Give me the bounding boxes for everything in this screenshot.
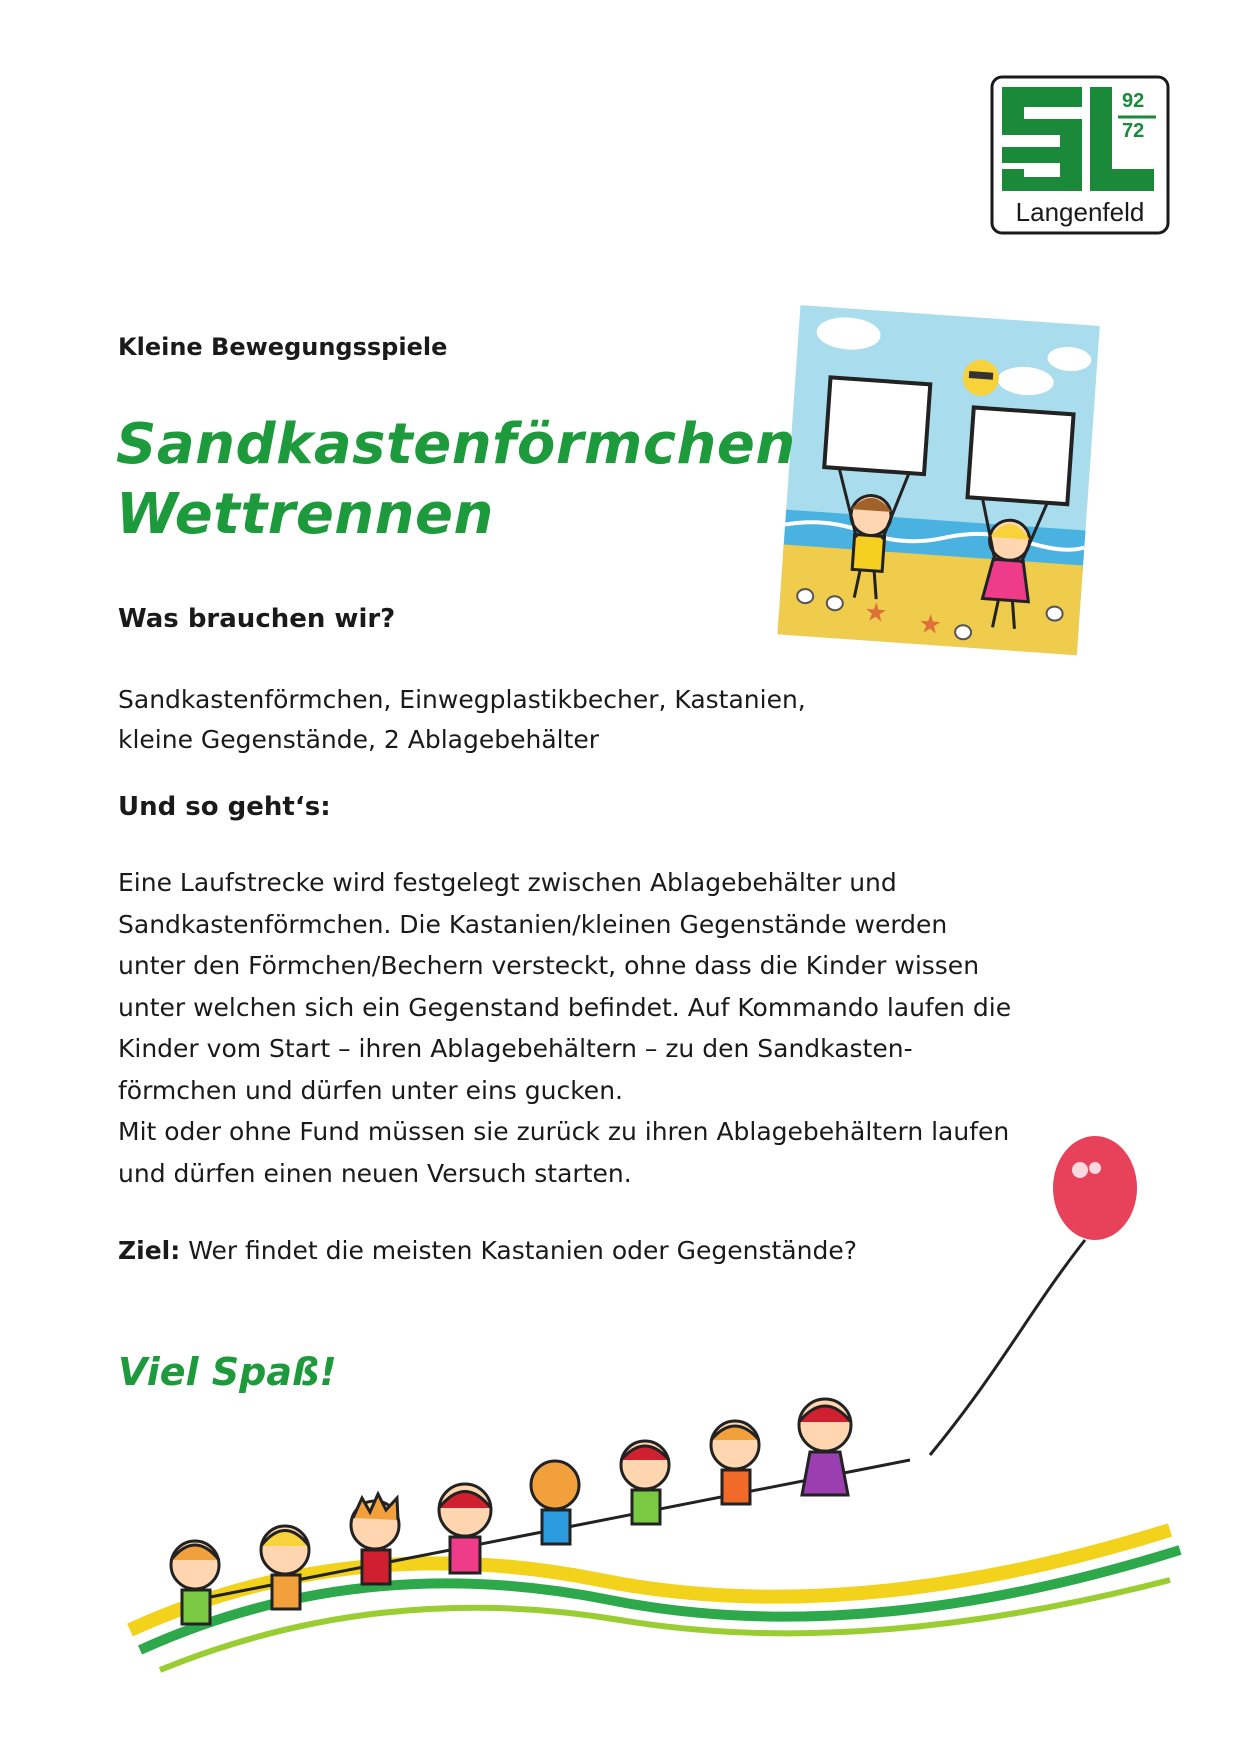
- club-logo: [990, 75, 1170, 235]
- svg-text:★: ★: [863, 597, 889, 629]
- svg-text:★: ★: [917, 609, 943, 641]
- needs-line-2: kleine Gegenstände, 2 Ablagebehälter: [118, 725, 600, 754]
- logo-number-bottom: 72: [1122, 120, 1145, 142]
- howto-paragraph-2: Mit oder ohne Fund müssen sie zurück zu ihren Ablagebehältern laufen und dürfen einen neuen Versuch starten.: [118, 1117, 1010, 1188]
- title-line-1: Sandkastenförmchen: [116, 412, 796, 477]
- logo-number-top: 92: [1122, 90, 1145, 112]
- closing-text: Viel Spaß!: [118, 1350, 337, 1394]
- logo-name: Langenfeld: [1015, 197, 1145, 227]
- beach-kids-illustration: [768, 305, 1104, 673]
- title-line-2: Wettrennen: [116, 482, 494, 547]
- needs-heading: Was brauchen wir?: [118, 604, 396, 634]
- howto-paragraph-1: Eine Laufstrecke wird festgelegt zwischen Ablagebehälter und Sandkastenförmchen. Die Kastanien/kleinen Gegenstände werden unter den Förmchen/Bechern versteckt, ohne dass die Kinder wissen unter welchen sich ein Gegenstand befindet. Auf Kommando laufen die Kinder vom Start – ihren Ablagebehältern – zu den Sandkasten-förmchen und dürfen unter eins gucken.: [118, 868, 1012, 1105]
- kicker: Kleine Bewegungsspiele: [118, 333, 448, 361]
- page-title: [116, 410, 796, 550]
- needs-text: [118, 680, 838, 760]
- goal-text: Wer findet die meisten Kastanien oder Gegenstände?: [188, 1236, 857, 1265]
- needs-line-1: Sandkastenförmchen, Einwegplastikbecher, Kastanien,: [118, 685, 806, 714]
- goal-label: Ziel:: [118, 1236, 181, 1265]
- children-balloon-illustration: [100, 1110, 1190, 1730]
- howto-heading: Und so geht‘s:: [118, 792, 331, 822]
